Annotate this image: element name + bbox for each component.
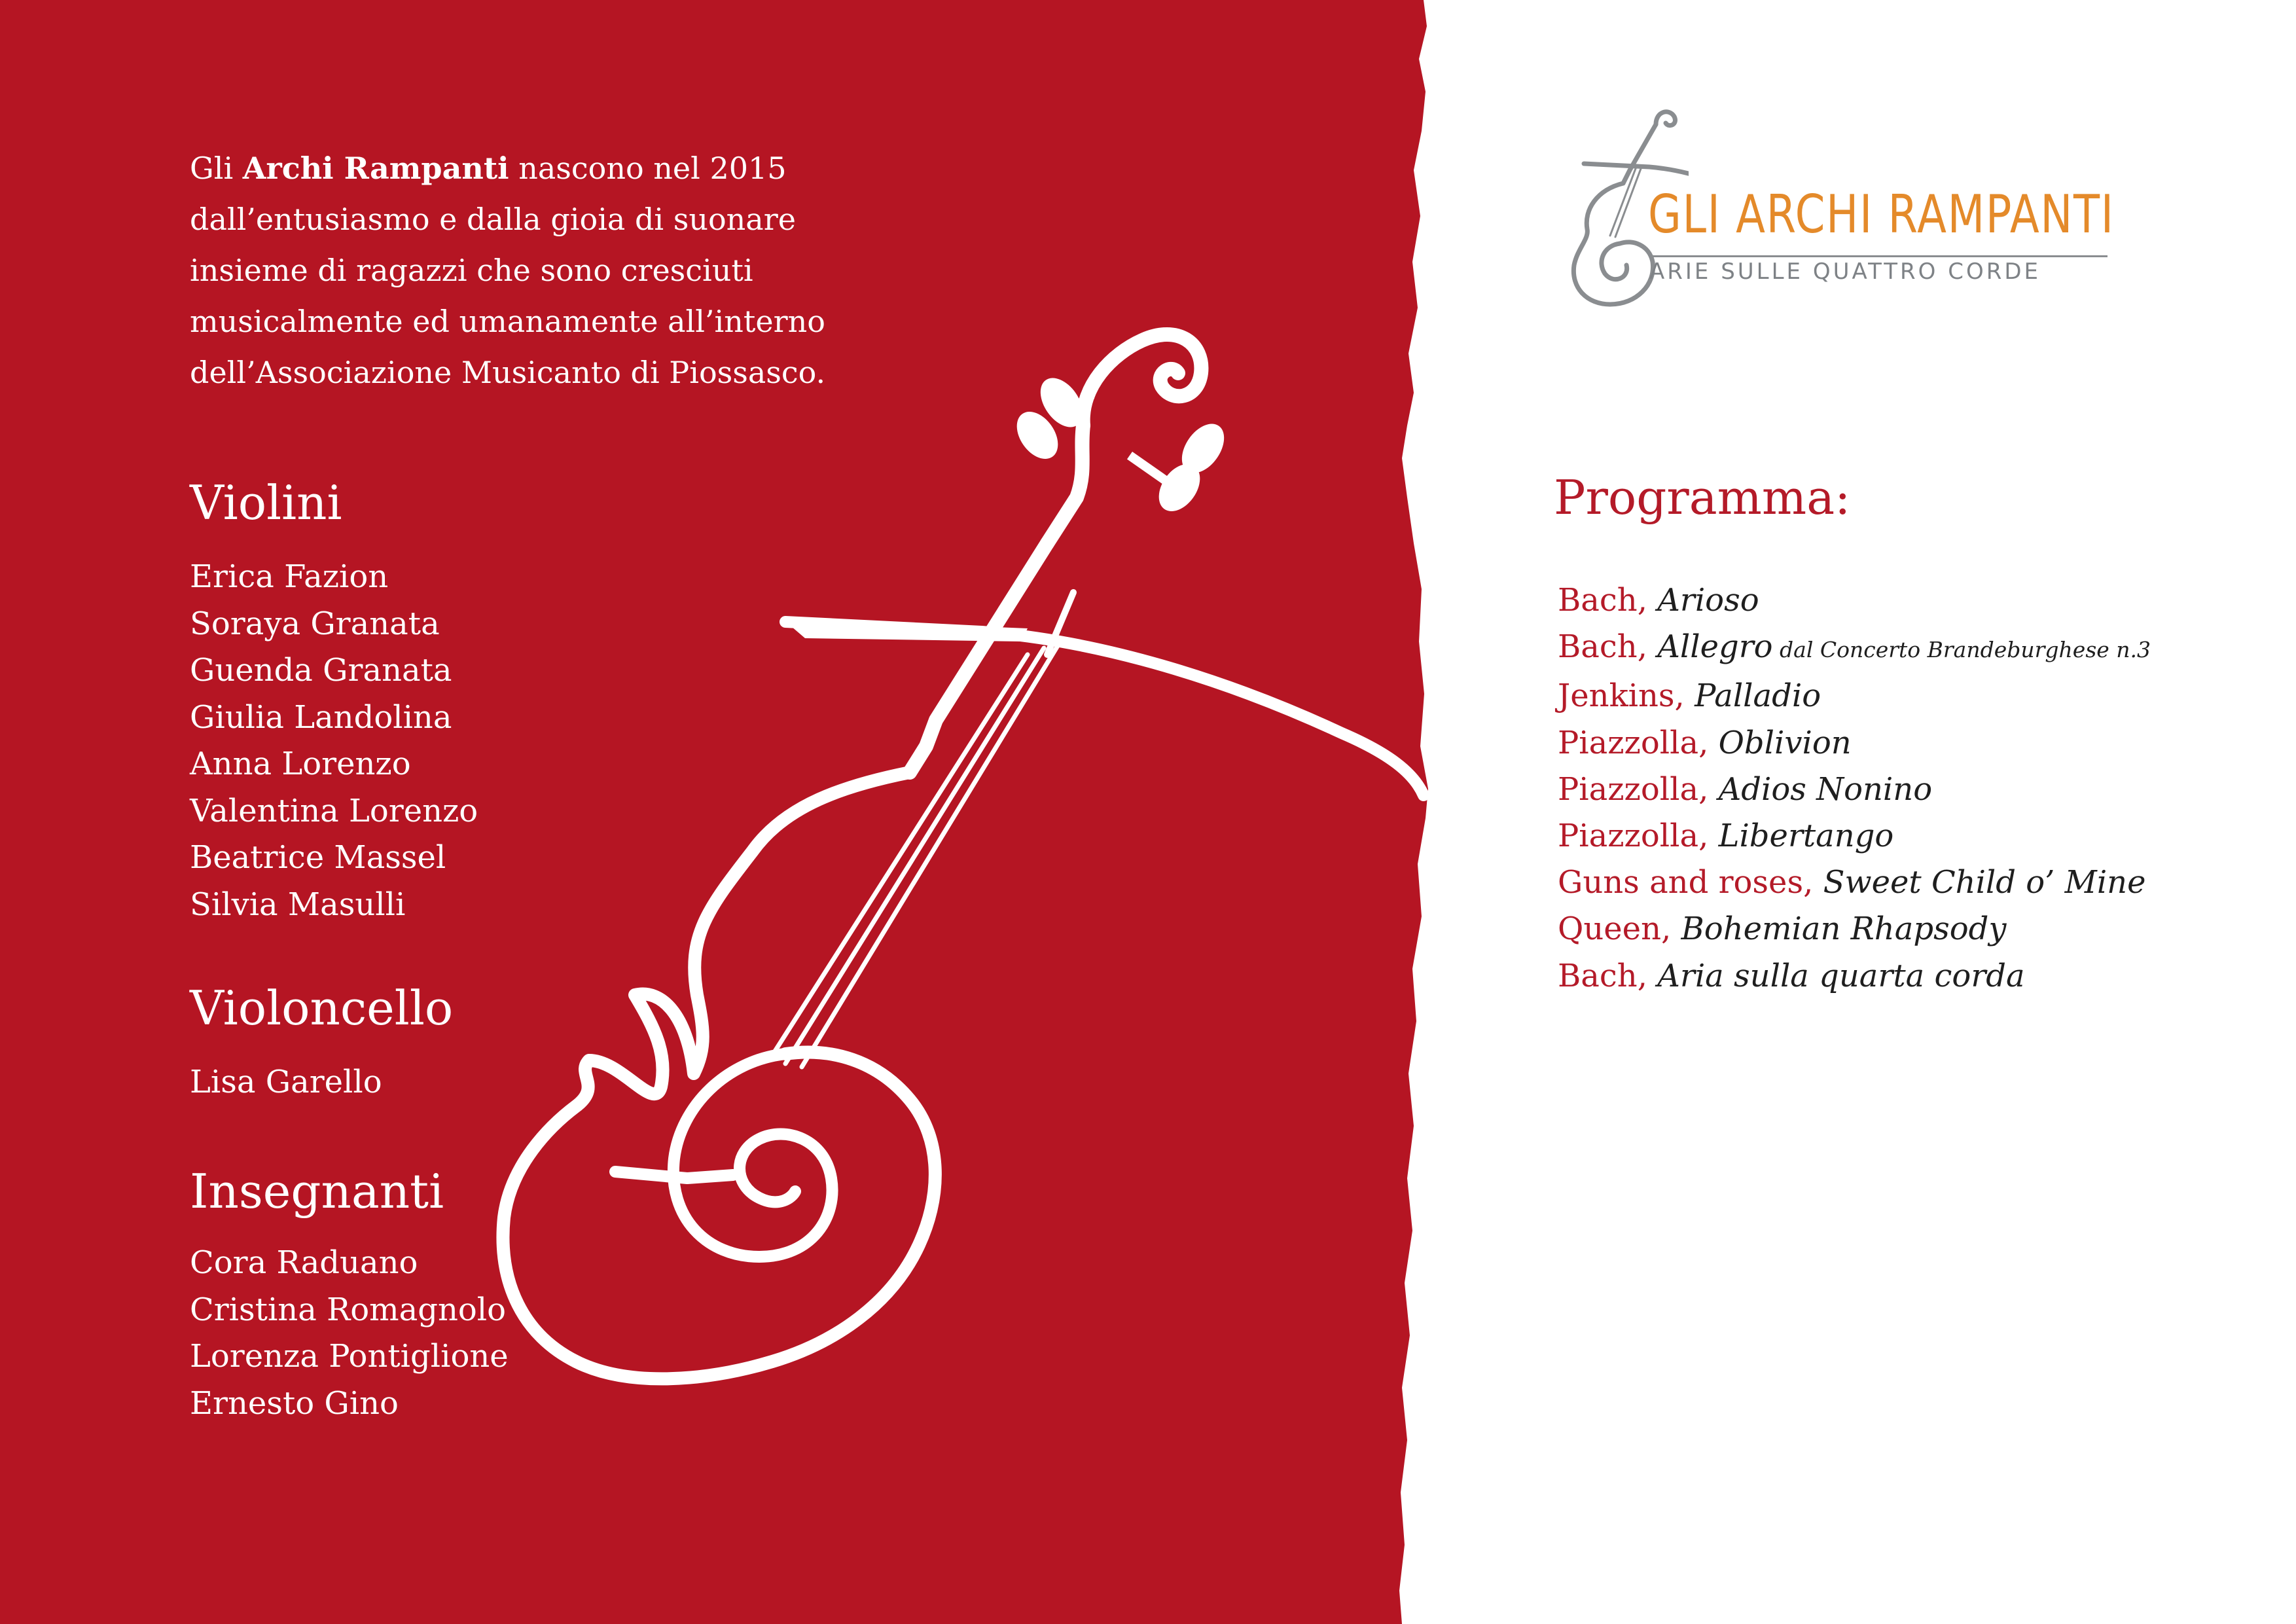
violini-name: Beatrice Massel [190,839,446,876]
violini-heading: Violini [190,475,342,530]
logo [1558,98,2121,321]
programma-item [1558,767,2151,813]
programma-list [1558,577,2151,1000]
programma-item [1558,624,2151,673]
violini-name: Anna Lorenzo [190,746,411,782]
intro-rest: nascono nel 2015 dall’entusiasmo e dalla gioia di suonare insieme di ragazzi che sono cresciuti musicalmente ed umanamente all’interno dell’Associazione Musicanto di Piossasco. [190,151,826,390]
composer-name: Jenkins, [1558,677,1695,715]
insegnanti-name: Cristina Romagnolo [190,1291,507,1328]
piece-title: Arioso [1657,582,1759,619]
insegnanti-list [190,1240,509,1427]
insegnanti-heading: Insegnanti [190,1164,444,1219]
intro-prefix: Gli [190,151,243,186]
piece-title: Allegro [1657,628,1773,666]
composer-name: Piazzolla, [1558,818,1719,855]
insegnanti-name: Lorenza Pontiglione [190,1338,509,1375]
ensemble-name: Archi Rampanti [242,151,509,186]
intro-paragraph [190,143,857,398]
piece-title: Sweet Child o’ Mine [1823,864,2146,901]
violini-name: Erica Fazion [190,558,389,595]
composer-name: Bach, [1558,957,1658,994]
logo-subtitle: ARIE SULLE QUATTRO CORDE [1649,259,2041,285]
insegnanti-name: Cora Raduano [190,1244,418,1281]
programma-item [1558,953,2151,1000]
composer-name: Guns and roses, [1558,864,1823,901]
composer-name: Bach, [1558,582,1658,619]
composer-name: Piazzolla, [1558,724,1719,761]
violini-name: Silvia Masulli [190,886,406,923]
violini-name: Giulia Landolina [190,698,452,736]
composer-name: Piazzolla, [1558,770,1719,808]
programma-heading: Programma: [1554,470,1851,525]
composer-name: Queen, [1558,911,1681,948]
programma-item [1558,673,2151,719]
piece-title: Adios Nonino [1718,770,1933,808]
programma-item [1558,577,2151,624]
logo-divider [1649,255,2108,257]
violini-name: Soraya Granata [190,605,440,642]
violini-name: Guenda Granata [190,652,452,689]
piece-title: Oblivion [1718,724,1852,761]
logo-title: GLI ARCHI RAMPANTI [1648,184,2115,245]
programma-item [1558,720,2151,767]
violoncello-name: Lisa Garello [190,1064,382,1100]
violoncello-heading: Violoncello [190,981,454,1036]
programma-item [1558,813,2151,859]
composer-name: Bach, [1558,628,1658,666]
piece-title: Libertango [1718,818,1894,855]
programma-item [1558,906,2151,952]
violini-list [190,554,478,928]
violini-name: Valentina Lorenzo [190,792,478,829]
programma-item [1558,859,2151,906]
piece-title: Aria sulla quarta corda [1657,957,2025,994]
piece-title: Bohemian Rhapsody [1681,911,2007,948]
piece-note: dal Concerto Brandeburghese n.3 [1772,637,2151,663]
piece-title: Palladio [1695,677,1821,715]
violoncello-list [190,1059,382,1106]
insegnanti-name: Ernesto Gino [190,1384,399,1422]
